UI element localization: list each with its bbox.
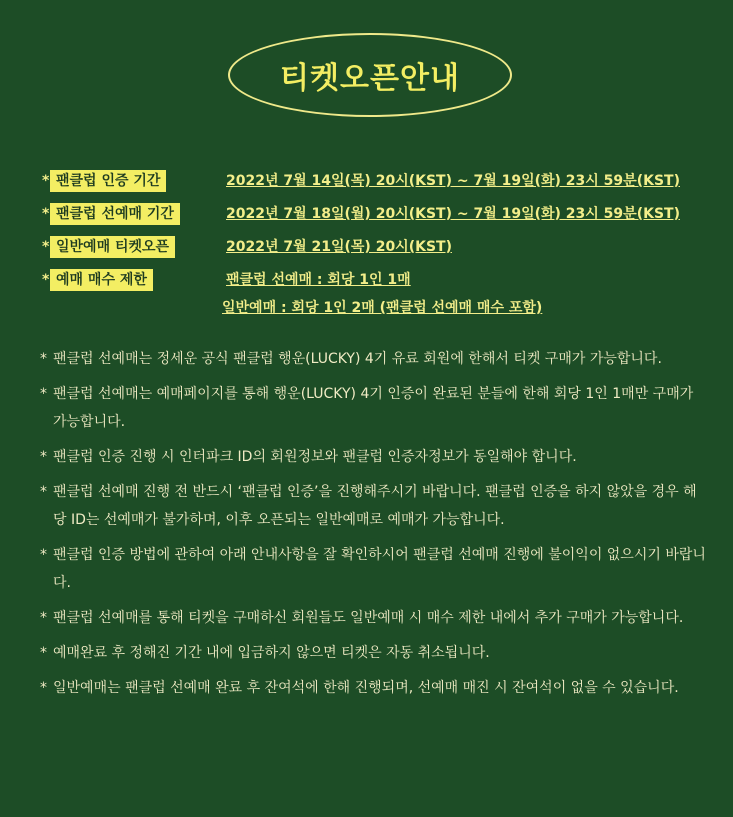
notes-list bbox=[40, 345, 706, 709]
info-label: 팬클럽 인증 기간 bbox=[50, 170, 166, 192]
star-marker: * bbox=[42, 239, 50, 255]
title-ellipse bbox=[228, 33, 512, 117]
star-marker: * bbox=[42, 272, 50, 288]
asterisk-marker: * bbox=[40, 386, 47, 402]
list-item bbox=[40, 639, 706, 667]
info-value: 2022년 7월 18일(월) 20시(KST) ~ 7월 19일(화) 23시 59분(KST) bbox=[226, 206, 680, 222]
info-row-fanclub-presale bbox=[42, 203, 180, 225]
list-item bbox=[40, 541, 706, 597]
asterisk-marker: * bbox=[40, 680, 47, 696]
list-item bbox=[40, 478, 706, 534]
asterisk-marker: * bbox=[40, 484, 47, 500]
list-item bbox=[40, 674, 706, 702]
note-text: 팬클럽 인증 진행 시 인터파크 ID의 회원정보와 팬클럽 인증자정보가 동일해야 합니다. bbox=[53, 449, 577, 465]
note-text: 팬클럽 선예매를 통해 티켓을 구매하신 회원들도 일반예매 시 매수 제한 내에서 추가 구매가 가능합니다. bbox=[53, 610, 684, 626]
list-item bbox=[40, 380, 706, 436]
asterisk-marker: * bbox=[40, 449, 47, 465]
asterisk-marker: * bbox=[40, 547, 47, 563]
list-item bbox=[40, 604, 706, 632]
asterisk-marker: * bbox=[40, 610, 47, 626]
info-label: 팬클럽 선예매 기간 bbox=[50, 203, 180, 225]
page-title: 티켓오픈안내 bbox=[280, 61, 460, 96]
list-item bbox=[40, 443, 706, 471]
note-text: 예매완료 후 정해진 기간 내에 입금하지 않으면 티켓은 자동 취소됩니다. bbox=[53, 645, 490, 661]
info-value-secondary: 일반예매 : 회당 1인 2매 (팬클럽 선예매 매수 포함) bbox=[222, 300, 543, 316]
info-value: 2022년 7월 21일(목) 20시(KST) bbox=[226, 239, 452, 255]
asterisk-marker: * bbox=[40, 645, 47, 661]
note-text: 일반예매는 팬클럽 선예매 완료 후 잔여석에 한해 진행되며, 선예매 매진 시 잔여석이 없을 수 있습니다. bbox=[53, 680, 679, 696]
info-row-fanclub-auth bbox=[42, 170, 166, 192]
info-row-purchase-limit bbox=[42, 269, 153, 291]
asterisk-marker: * bbox=[40, 351, 47, 367]
info-row-general-open bbox=[42, 236, 175, 258]
info-value: 팬클럽 선예매 : 회당 1인 1매 bbox=[226, 272, 411, 288]
note-text: 팬클럽 선예매는 예매페이지를 통해 행운(LUCKY) 4기 인증이 완료된 분들에 한해 회당 1인 1매만 구매가 가능합니다. bbox=[53, 386, 694, 430]
info-label: 예매 매수 제한 bbox=[50, 269, 153, 291]
info-value: 2022년 7월 14일(목) 20시(KST) ~ 7월 19일(화) 23시 59분(KST) bbox=[226, 173, 680, 189]
star-marker: * bbox=[42, 206, 50, 222]
list-item bbox=[40, 345, 706, 373]
info-label: 일반예매 티켓오픈 bbox=[50, 236, 175, 258]
note-text: 팬클럽 선예매는 정세운 공식 팬클럽 행운(LUCKY) 4기 유료 회원에 한해서 티켓 구매가 가능합니다. bbox=[53, 351, 662, 367]
star-marker: * bbox=[42, 173, 50, 189]
note-text: 팬클럽 선예매 진행 전 반드시 ‘팬클럽 인증’을 진행해주시기 바랍니다. 팬클럽 인증을 하지 않았을 경우 해당 ID는 선예매가 불가하며, 이후 오픈되는 일반예매로 예매가 가능합니다. bbox=[53, 484, 697, 528]
note-text: 팬클럽 인증 방법에 관하여 아래 안내사항을 잘 확인하시어 팬클럽 선예매 진행에 불이익이 없으시기 바랍니다. bbox=[53, 547, 706, 591]
